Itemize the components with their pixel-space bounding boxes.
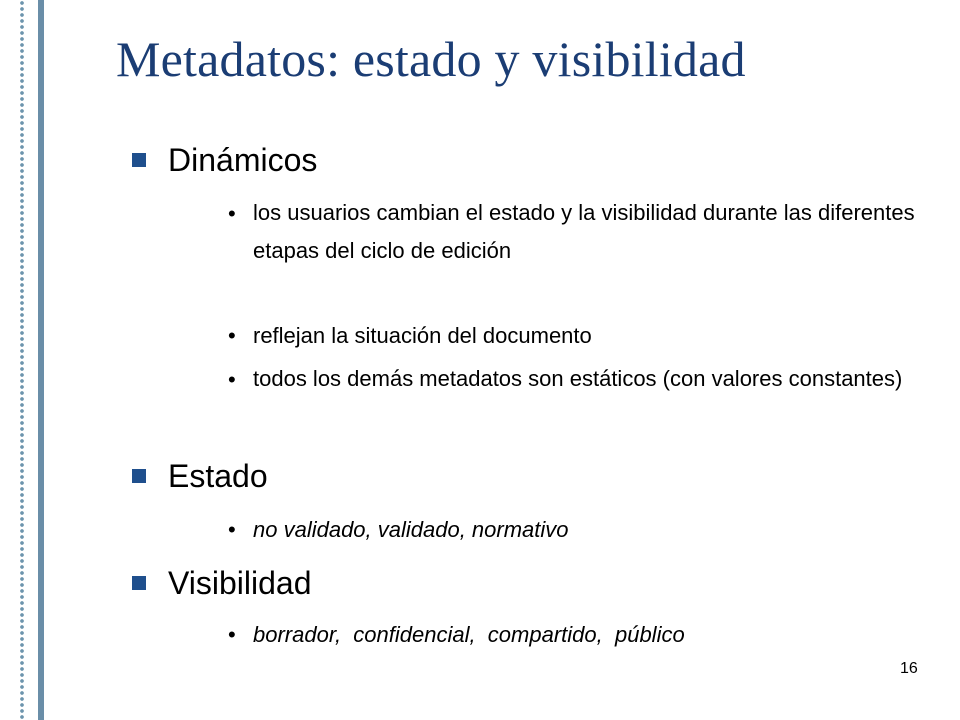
section-estado <box>132 453 268 499</box>
bullet-icon: • <box>228 367 236 392</box>
list-item: • los usuarios cambian el estado y la visibilidad durante las diferentes etapas del ciclo de edición <box>228 194 928 314</box>
square-bullet-icon <box>132 576 146 590</box>
list-item: • no validado, validado, normativo <box>228 510 928 550</box>
bullet-icon: • <box>228 323 236 348</box>
bullet-icon: • <box>228 201 236 226</box>
section-visibilidad <box>132 560 312 606</box>
section-heading: Dinámicos <box>168 141 318 178</box>
list-item: • todos los demás metadatos son estáticos (con valores constantes) <box>228 360 928 440</box>
square-bullet-icon <box>132 153 146 167</box>
section-heading: Visibilidad <box>168 564 312 601</box>
square-bullet-icon <box>132 469 146 483</box>
page-number: 16 <box>900 660 918 677</box>
list-item: • reflejan la situación del documento <box>228 316 928 356</box>
section-heading: Estado <box>168 457 268 494</box>
list-item: • borrador, confidencial, compartido, público <box>228 615 928 655</box>
bullet-icon: • <box>228 622 236 647</box>
bullet-icon: • <box>228 517 236 542</box>
slide-title: Metadatos: estado y visibilidad <box>116 31 746 87</box>
section-dinamicos <box>132 137 317 183</box>
